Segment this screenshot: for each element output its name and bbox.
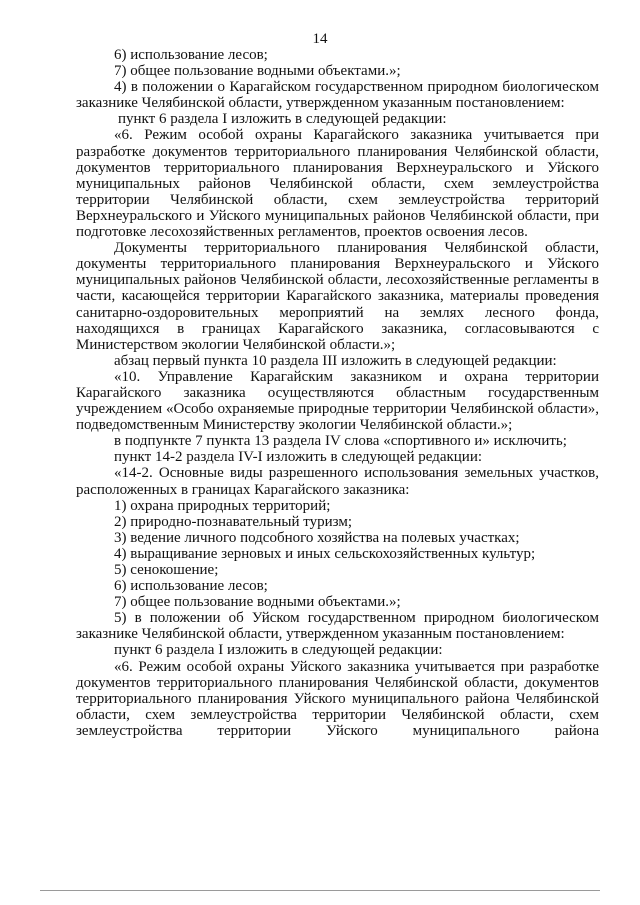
list-item: 1) охрана природных территорий; [114, 497, 331, 514]
paragraph: «6. Режим особой охраны Карагайского заказника учитывается при разработке документов территориального планирования Челябинской области, документов территориального планирования Верхнеуральского и Уйского муниципальных районов Челябинской области, схем землеустройства территории Челябинской области, схем землеустройства территорий Верхнеуральского и Уйского муниципальных районов Челябинской области, при подготовке лесохозяйственных регламентов, проектов освоения лесов. [76, 127, 599, 241]
paragraph: абзац первый пункта 10 раздела III изложить в следующей редакции: [114, 352, 557, 369]
paragraph: 5) в положении об Уйском государственном природном биологическом заказнике Челябинской области, утвержденном указанным постановлением: [76, 610, 599, 643]
paragraph: 4) в положении о Карагайском государственном природном биологическом заказнике Челябинской области, утвержденном указанным постановлением: [76, 79, 599, 112]
paragraph: «14-2. Основные виды разрешенного использования земельных участков, расположенных в границах Карагайского заказника: [76, 465, 599, 498]
list-item: 5) сенокошение; [114, 562, 219, 578]
list-item: 4) выращивание зерновых и иных сельскохозяйственных культур; [114, 545, 536, 562]
list-item: 6) использование лесов; [114, 578, 268, 595]
paragraph: Документы территориального планирования Челябинской области, документы территориального планирования Верхнеуральского и Уйского муниципальных районов Челябинской области, лесохозяйственные регламенты в части, касающейся территории Карагайского заказника, материалы проведения санитарно-оздоровительных мероприятий на землях лесного фонда, находящихся в границах Карагайского заказника, согласовываются с Министерством экологии Челябинской области.»; [76, 240, 599, 353]
list-item: 7) общее пользование водными объектами.»; [114, 594, 401, 611]
paragraph: пункт 6 раздела I изложить в следующей редакции: [114, 642, 443, 659]
paragraph: пункт 14-2 раздела IV-I изложить в следующей редакции: [114, 449, 483, 466]
document-body [76, 47, 599, 739]
list-item: 2) природно-познавательный туризм; [114, 513, 352, 530]
list-item: 7) общее пользование водными объектами.»; [114, 63, 401, 80]
paragraph: «6. Режим особой охраны Уйского заказника учитывается при разработке документов территориального планирования Челябинской области, документов территориального планирования Уйского муниципального района Челябинской области, схем землеустройства территории Челябинской области, схем землеустройства территории Уйского муниципального района [76, 658, 599, 739]
list-item: 3) ведение личного подсобного хозяйства на полевых участках; [114, 529, 520, 546]
footer-rule [40, 890, 600, 891]
paragraph: в подпункте 7 пункта 13 раздела IV слова «спортивного и» исключить; [114, 433, 567, 450]
list-item: 6) использование лесов; [114, 47, 268, 63]
page-number: 14 [312, 31, 328, 47]
paragraph: «10. Управление Карагайским заказником и охрана территории Карагайского заказника осуществляются областным государственным учреждением «Особо охраняемые природные территории Челябинской области», подведомственным Министерству экологии Челябинской области.»; [76, 368, 599, 434]
paragraph: пункт 6 раздела I изложить в следующей редакции: [118, 111, 447, 128]
